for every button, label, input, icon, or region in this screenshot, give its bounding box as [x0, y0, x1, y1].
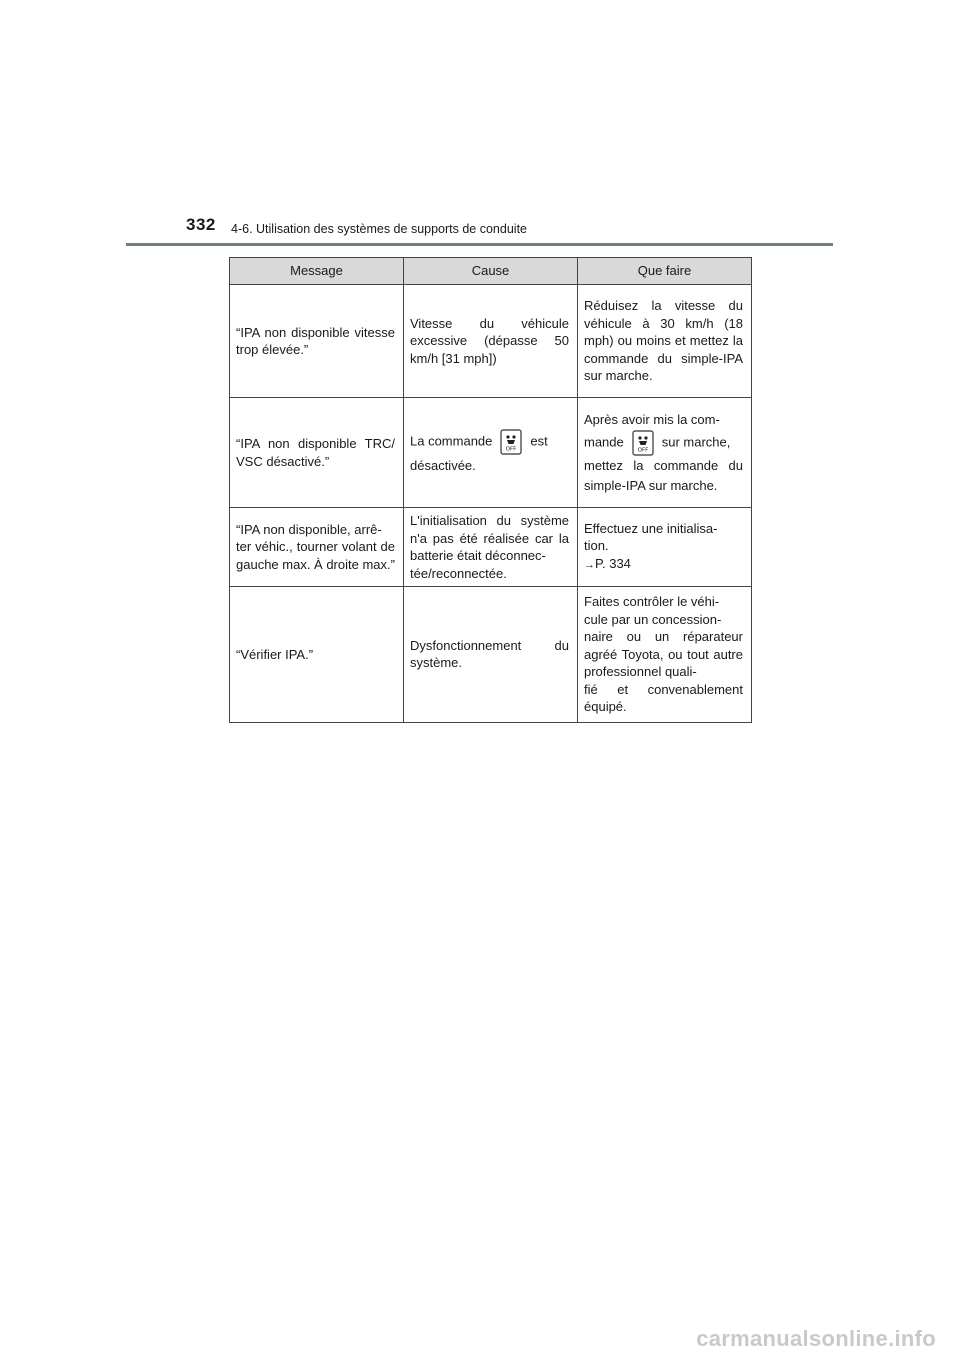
message-cell: “Vérifier IPA.” — [230, 587, 404, 723]
svg-text:OFF: OFF — [506, 446, 517, 453]
action-text: Effectuez une initialisa- tion. — [584, 520, 718, 554]
table-row — [230, 398, 752, 508]
cause-text: est — [530, 433, 548, 449]
watermark: carmanualsonline.info — [696, 1326, 936, 1351]
cause-text: désactivée. — [410, 458, 476, 473]
message-cell: “IPA non disponible vitesse trop élevée.” — [230, 285, 404, 398]
action-cell: Faites contrôler le véhi- cule par un concession- naire ou un réparateur agréé Toyota, ou tout autre professionnel quali- fié et convenablement équipé. — [578, 587, 752, 723]
table-row — [230, 508, 752, 587]
column-header-message: Message — [230, 258, 404, 285]
message-cell: “IPA non disponible, arrê- ter véhic., tourner volant de gauche max. À droite max.” — [230, 508, 404, 587]
section-title: 4-6. Utilisation des systèmes de supports de conduite — [231, 222, 527, 236]
table-row — [230, 285, 752, 398]
cause-cell: Dysfonctionnement du système. — [404, 587, 578, 723]
vsc-off-switch-icon — [500, 429, 522, 455]
column-header-action: Que faire — [578, 258, 752, 285]
page-number: 332 — [186, 215, 216, 234]
column-header-cause: Cause — [404, 258, 578, 285]
svg-text:OFF: OFF — [637, 447, 649, 453]
cause-cell: L'initialisation du système n'a pas été réalisée car la batterie était déconnec- tée/reconnectée. — [404, 508, 578, 587]
action-cell: Réduisez la vitesse du véhicule à 30 km/h (18 mph) ou moins et mettez la commande du simple-IPA sur marche. — [578, 285, 752, 398]
table-header-row — [230, 258, 752, 285]
action-text: mande — [584, 433, 624, 449]
message-table — [229, 257, 752, 723]
vsc-off-switch-icon — [632, 430, 654, 456]
message-cell: “IPA non disponible TRC/ VSC désactivé.” — [230, 398, 404, 508]
cause-cell: Vitesse du véhicule excessive (dépasse 50 km/h [31 mph]) — [404, 285, 578, 398]
action-text: Après avoir mis la com- — [584, 411, 720, 427]
cause-cell — [404, 398, 578, 508]
page-reference-text: P. 334 — [595, 555, 631, 571]
action-text: sur marche, — [661, 433, 731, 449]
page-reference-link[interactable] — [584, 556, 631, 571]
arrow-right-icon: → — [584, 558, 595, 571]
action-cell — [578, 508, 752, 587]
header-rule — [126, 243, 833, 246]
action-text: mettez la commande du simple-IPA sur marche. — [584, 457, 743, 493]
cause-text: La commande — [410, 433, 493, 449]
action-cell — [578, 398, 752, 508]
table-row — [230, 587, 752, 723]
